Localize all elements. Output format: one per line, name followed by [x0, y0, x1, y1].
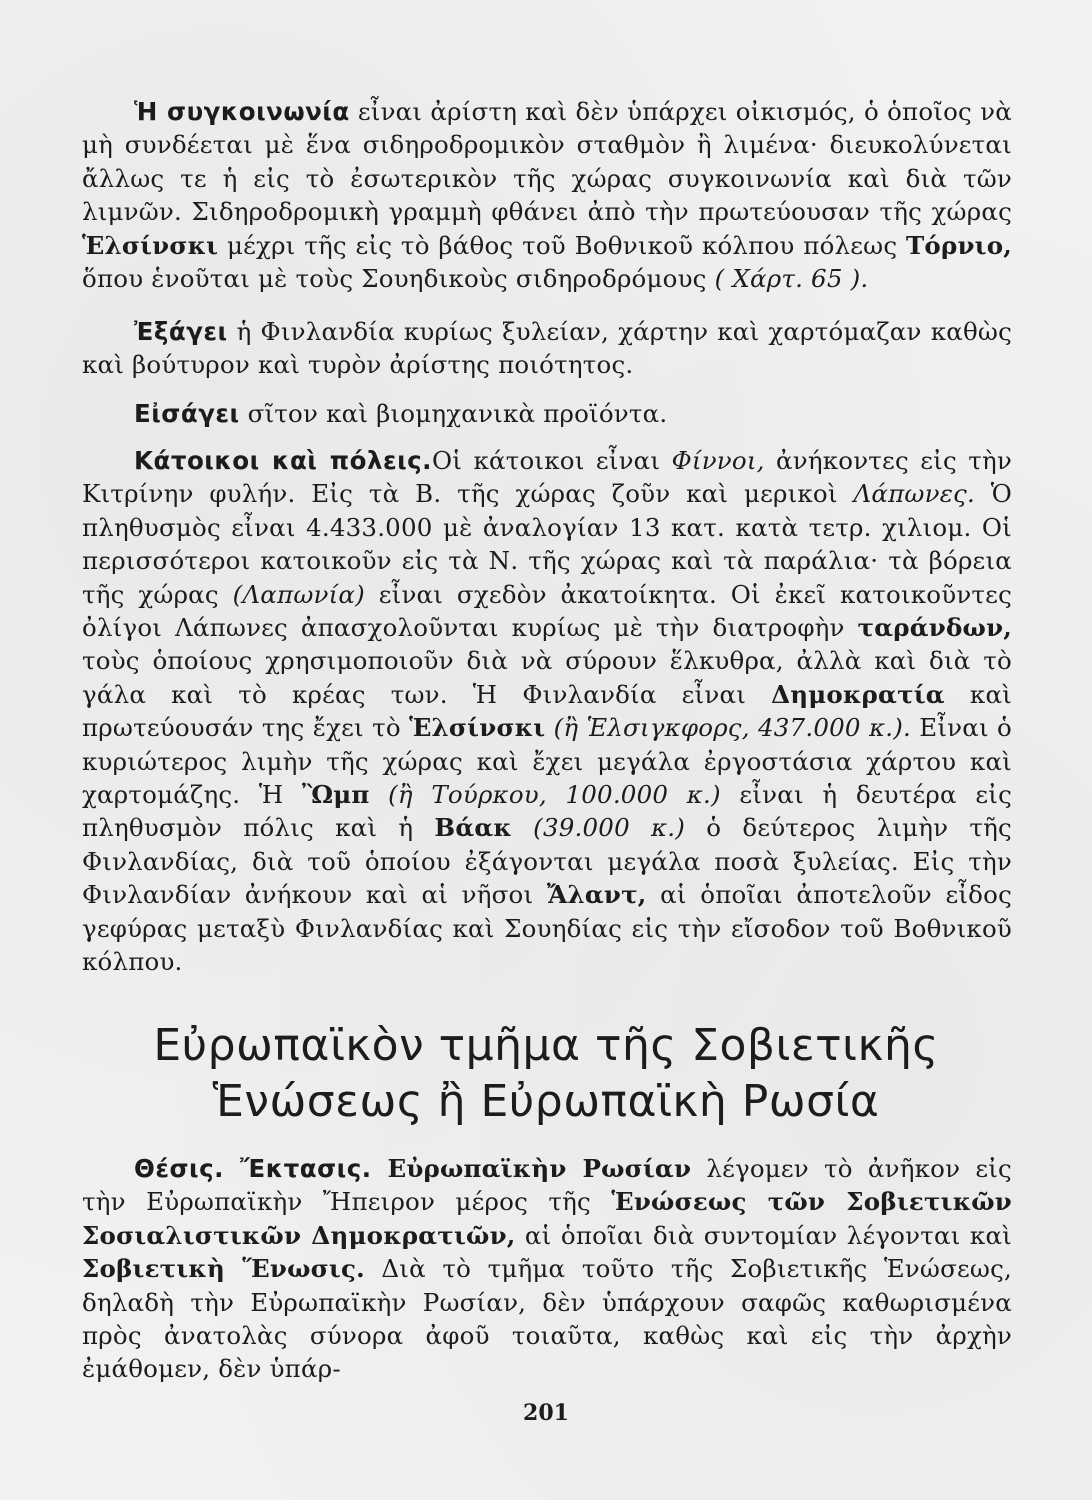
bold-term: Ἑλσίνσκι — [409, 713, 546, 743]
text-run: εἶναι ἀρίστη καὶ δὲν ὑπάρχει οἰκισμός, ὁ ὁποῖος νὰ μὴ συνδέεται μὲ ἕνα σιδηροδρομικὸν σταθμὸν ἢ λιμένα· διευκολύνεται ἄλλως τε ἡ εἰς τὸ ἐσωτερικὸν τῆς χώρας συγκοινωνία καὶ διὰ τῶν λιμνῶν. Σιδηροδρομικὴ γραμμὴ φθάνει ἀπὸ τὴν πρωτεύουσαν τῆς χώρας — [82, 97, 1012, 227]
text-run: αἱ ὁποῖαι ἀποτελοῦν εἶδος γεφύρας μεταξὺ Φινλανδίας καὶ Σουηδίας εἰς τὴν εἴσοδον τοῦ Βοθνικοῦ κόλπου. — [82, 880, 1013, 977]
text-run: αἱ ὁποῖαι διὰ συντομίαν λέγονται καὶ — [515, 1220, 1012, 1250]
text-run: ὁ δεύτερος λιμὴν τῆς Φινλανδίας, διὰ τοῦ ὁποίου ἐξάγονται μεγάλα ποσὰ ξυλείας. Εἰς τὴν Φινλανδίαν ἀνήκουν καὶ αἱ νῆσοι — [82, 813, 1012, 910]
text-run: καὶ πρωτεύουσάν της ἔχει τὸ — [82, 679, 1012, 743]
paragraph-lead: Κάτοικοι καὶ πόλεις. — [134, 446, 432, 475]
bold-term: Ἄλαντ, — [546, 880, 647, 910]
italic-term: (ἢ Τούρκου, 100.000 κ.) — [369, 780, 721, 810]
paragraph-position-extent — [82, 1152, 1012, 1386]
heading-line-1: Εὐρωπαϊκὸν τμῆμα τῆς Σοβιετικῆς — [153, 1020, 939, 1071]
bold-term: Ὢμπ — [301, 780, 370, 810]
paragraph-lead: Ἐξάγει — [134, 317, 228, 346]
paragraph-exports — [82, 315, 1012, 382]
bold-term: Εὐρωπαϊκὴν Ρωσίαν — [371, 1154, 692, 1183]
text-run: ἀνήκοντες εἰς τὴν Κιτρίνην φυλήν. Εἰς τὰ Β. τῆς χώρας ζοῦν καὶ μερικοὶ — [82, 446, 1012, 509]
paragraph-lead: Θέσις. Ἔκτασις. — [134, 1154, 372, 1183]
bold-term: Δημοκρατία — [771, 679, 945, 709]
bold-term: Ἑλσίνσκι — [82, 230, 219, 260]
text-run: τοὺς ὁποίους χρησιμοποιοῦν διὰ νὰ σύρουν ἕλκυθρα, ἀλλὰ καὶ διὰ τὸ γάλα καὶ τὸ κρέας των. Ἡ Φινλανδία εἶναι — [82, 646, 1012, 709]
bold-term: Ἑνώσεως τῶν Σοβιετικῶν Σοσιαλιστικῶν Δημοκρατιῶν, — [82, 1187, 1012, 1250]
page-number: 201 — [523, 1400, 569, 1426]
text-run: σῖτον καὶ βιομηχανικὰ προϊόντα. — [239, 399, 668, 428]
heading-line-2: Ἑνώσεως ἢ Εὐρωπαϊκὴ Ρωσία — [212, 1076, 880, 1127]
text-run: λέγομεν τὸ ἀνῆκον εἰς τὴν Εὐρωπαϊκὴν Ἤπειρον μέρος τῆς — [82, 1154, 1012, 1217]
italic-term: Φίννοι, — [671, 446, 765, 475]
paragraph-lead: Εἰσάγει — [134, 399, 240, 428]
bold-term: ταράνδων, — [857, 613, 1012, 643]
bold-term: Τόρνιο, — [906, 230, 1012, 260]
bold-term: Σοβιετικὴ Ἕνωσις. — [82, 1254, 365, 1284]
text-run: ἡ Φινλανδία κυρίως ξυλείαν, χάρτην καὶ χαρτόμαζαν καθὼς καὶ βούτυρον καὶ τυρὸν ἀρίστης ποιότητος. — [82, 317, 1012, 380]
italic-term: (Λαπωνία) — [232, 579, 365, 609]
section-heading — [80, 1018, 1012, 1130]
paragraph-imports — [82, 397, 1012, 430]
italic-term: (39.000 κ.) — [512, 813, 686, 843]
italic-term: (ἢ Ἑλσιγκφορς, 437.000 κ.). — [545, 713, 911, 743]
text-run: Οἱ κάτοικοι εἶναι — [431, 446, 672, 475]
text-run: Εἶναι ὁ κυριώτερος λιμὴν τῆς χώρας καὶ ἔχει μεγάλα ἐργοστάσια χάρτου καὶ χαρτομάζης. Ἡ — [82, 713, 1012, 810]
bold-term: Βάακ — [434, 813, 512, 843]
paragraph-lead: Ἡ συγκοινωνία — [134, 97, 350, 126]
text-run: εἶναι ἡ δευτέρα εἰς πληθυσμὸν πόλις καὶ ἡ — [82, 780, 1012, 843]
paragraph-inhabitants-cities — [82, 444, 1012, 979]
map-reference: ( Χάρτ. 65 ). — [714, 264, 869, 294]
paragraph-communications — [82, 95, 1012, 295]
text-run: εἶναι σχεδὸν ἀκατοίκητα. Οἱ ἐκεῖ κατοικοῦντες ὀλίγοι Λάπωνες ἀπασχολοῦνται κυρίως μὲ τὴν διατροφὴν — [82, 579, 1012, 643]
text-run: μέχρι τῆς εἰς τὸ βάθος τοῦ Βοθνικοῦ κόλπου πόλεως — [218, 230, 906, 260]
text-run: ὅπου ἑνοῦται μὲ τοὺς Σουηδικοὺς σιδηροδρόμους — [82, 264, 715, 294]
italic-term: Λάπωνες. — [853, 479, 975, 509]
text-run: Ὁ πληθυσμὸς εἶναι 4.433.000 μὲ ἀναλογίαν 13 κατ. κατὰ τετρ. χιλιομ. Οἱ περισσότεροι κατοικοῦν εἰς τὰ Ν. τῆς χώρας καὶ τὰ παράλια· τὰ βόρεια τῆς χώρας — [82, 479, 1012, 609]
text-run: Διὰ τὸ τμῆμα τοῦτο τῆς Σοβιετικῆς Ἑνώσεως, δηλαδὴ τὴν Εὐρωπαϊκὴν Ρωσίαν, δὲν ὑπάρχουν σαφῶς καθωρισμένα πρὸς ἀνατολὰς σύνορα ἀφοῦ τοιαῦτα, καθὼς καὶ εἰς τὴν ἀρχὴν ἐμάθομεν, δὲν ὑπάρ- — [82, 1254, 1012, 1384]
